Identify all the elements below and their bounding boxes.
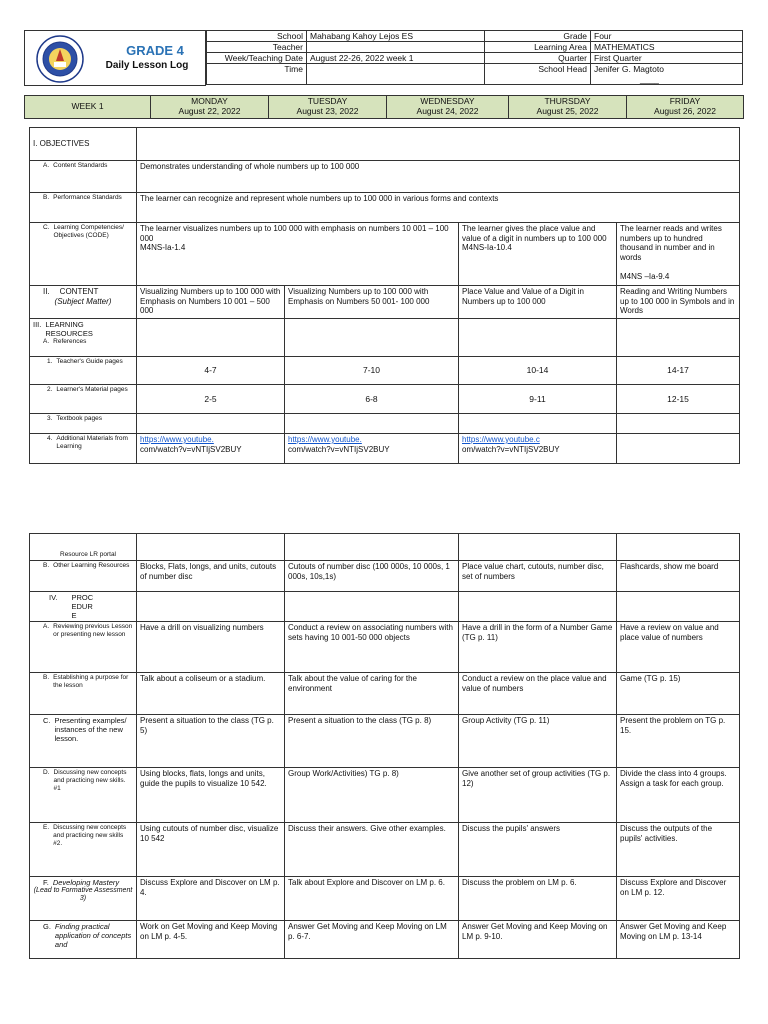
item-number: 4. bbox=[47, 435, 53, 442]
day-tuesday bbox=[269, 96, 387, 119]
lr-tue bbox=[285, 534, 459, 561]
competency-wed: The learner gives the place value and value of a digit in numbers up to 100 000 M4NS-Ia-10.4 bbox=[459, 223, 617, 286]
proc-e-thu: Discuss the outputs of the pupils' activities. bbox=[617, 823, 740, 877]
item-number: B. bbox=[43, 194, 50, 201]
lm-thu: 12-15 bbox=[617, 385, 740, 414]
week-label: WEEK 1 bbox=[25, 96, 151, 119]
competency-thu: The learner reads and writes numbers up to hundred thousand in number and in words M4NS –Ia-9.4 bbox=[617, 223, 740, 286]
resources-label bbox=[30, 319, 137, 357]
content-thu: Reading and Writing Numbers up to 100 000 in Symbols and in Words bbox=[617, 286, 740, 319]
lm-pages-label bbox=[30, 385, 137, 414]
teaching-date-label: Week/Teaching Date bbox=[207, 53, 307, 64]
item-label: Establishing a purpose for the lesson bbox=[53, 674, 129, 689]
item-number: D. bbox=[43, 769, 50, 776]
proc-c-thu: Present the problem on TG p. 15. bbox=[617, 715, 740, 768]
item-label: Textbook pages bbox=[56, 415, 102, 422]
performance-standards-label bbox=[30, 193, 137, 223]
am-wed bbox=[459, 434, 617, 464]
content-standards-text: Demonstrates understanding of whole numbers up to 100 000 bbox=[137, 161, 740, 193]
lesson-table-page1 bbox=[29, 127, 740, 464]
proc-f-wed: Discuss the problem on LM p. 6. bbox=[459, 877, 617, 921]
school-head-label: School Head bbox=[485, 64, 591, 85]
proc-a-thu: Have a review on value and place value of numbers bbox=[617, 622, 740, 673]
proc-d-wed: Give another set of group activities (TG p. 12) bbox=[459, 768, 617, 823]
item-number: E. bbox=[43, 824, 50, 831]
signature-line: ____ bbox=[640, 74, 659, 84]
school-head-value: Jenifer G. Magtoto bbox=[594, 64, 664, 74]
proc-a-label bbox=[30, 622, 137, 673]
item-label: Content Standards bbox=[53, 162, 108, 169]
item-label: Learner's Material pages bbox=[56, 386, 128, 393]
grade-label: Grade bbox=[485, 31, 591, 42]
lm-tue: 6-8 bbox=[285, 385, 459, 414]
resources-tue bbox=[285, 319, 459, 357]
proc-d-thu: Divide the class into 4 groups. Assign a task for each group. bbox=[617, 768, 740, 823]
proc-g-thu: Answer Get Moving and Keep Moving on LM p. 13-14 bbox=[617, 921, 740, 959]
other-resources-label bbox=[30, 561, 137, 592]
other-mon: Blocks, Flats, longs, and units, cutouts of number disc bbox=[137, 561, 285, 592]
proc-e-tue: Discuss their answers. Give other examples. bbox=[285, 823, 459, 877]
day-friday bbox=[627, 96, 744, 119]
content-standards-label bbox=[30, 161, 137, 193]
item-label: Presenting examples/ instances of the new lesson. bbox=[54, 716, 127, 743]
day-thursday bbox=[509, 96, 627, 119]
tg-pages-label bbox=[30, 357, 137, 385]
lm-wed: 9-11 bbox=[459, 385, 617, 414]
competency-mon-tue: The learner visualizes numbers up to 100 000 with emphasis on numbers 10 001 – 100 000 M4NS-Ia-1.4 bbox=[137, 223, 459, 286]
proc-b-wed: Conduct a review on the place value and value of numbers bbox=[459, 673, 617, 715]
proc-b-thu: Game (TG p. 15) bbox=[617, 673, 740, 715]
proc-d-mon: Using blocks, flats, longs and units, guide the pupils to visualize 10 542. bbox=[137, 768, 285, 823]
objectives-cell bbox=[137, 128, 740, 161]
day-date: August 24, 2022 bbox=[416, 105, 479, 116]
item-label: Learning Competencies/ Objectives (CODE) bbox=[53, 224, 124, 239]
item-label: Other Learning Resources bbox=[53, 562, 130, 569]
am-mon bbox=[137, 434, 285, 464]
day-name: THURSDAY bbox=[544, 96, 591, 106]
lr-portal-label: Resource LR portal bbox=[30, 534, 137, 561]
item-number: III. bbox=[33, 320, 42, 329]
day-wednesday bbox=[387, 96, 509, 119]
proc-a-wed: Have a drill in the form of a Number Game (TG p. 11) bbox=[459, 622, 617, 673]
item-label: LEARNING RESOURCES bbox=[45, 320, 93, 338]
proc-g-label bbox=[30, 921, 137, 959]
item-label: Performance Standards bbox=[53, 194, 122, 201]
proc-a-tue: Conduct a review on associating numbers with sets having 10 001-50 000 objects bbox=[285, 622, 459, 673]
day-name: MONDAY bbox=[191, 96, 228, 106]
lm-mon: 2-5 bbox=[137, 385, 285, 414]
proc-mon bbox=[137, 592, 285, 622]
content-mon: Visualizing Numbers up to 100 000 with Emphasis on Numbers 10 001 – 500 000 bbox=[137, 286, 285, 319]
day-date: August 26, 2022 bbox=[654, 105, 716, 116]
proc-c-mon: Present a situation to the class (TG p. 5) bbox=[137, 715, 285, 768]
time-label: Time bbox=[207, 64, 307, 85]
objectives-heading: I. OBJECTIVES bbox=[30, 128, 137, 161]
other-tue: Cutouts of number disc (100 000s, 10 000s, 1 000s, 10s,1s) bbox=[285, 561, 459, 592]
day-date: August 22, 2022 bbox=[178, 105, 241, 116]
day-name: TUESDAY bbox=[307, 96, 348, 106]
day-monday bbox=[151, 96, 269, 119]
item-number: II. bbox=[43, 287, 50, 296]
day-date: August 25, 2022 bbox=[536, 105, 599, 116]
item-label: Reviewing previous Lesson or presenting new lesson bbox=[53, 623, 133, 638]
teaching-date-value: August 22-26, 2022 week 1 bbox=[307, 53, 485, 64]
header-info-table bbox=[206, 30, 743, 85]
item-label: CONTENT bbox=[59, 287, 99, 296]
week-header-table bbox=[24, 95, 744, 119]
performance-standards-text: The learner can recognize and represent whole numbers up to 100 000 in various forms and contexts bbox=[137, 193, 740, 223]
tb-mon bbox=[137, 414, 285, 434]
youtube-link[interactable]: https://www.youtube.c bbox=[462, 435, 540, 444]
page-subtitle: Daily Lesson Log bbox=[105, 60, 189, 71]
link-rest: om/watch?v=vNTIjSV2BUY bbox=[462, 444, 560, 454]
time-value bbox=[307, 64, 485, 85]
proc-a-mon: Have a drill on visualizing numbers bbox=[137, 622, 285, 673]
day-name: FRIDAY bbox=[669, 96, 701, 106]
proc-thu bbox=[617, 592, 740, 622]
item-number: IV. bbox=[49, 593, 58, 602]
school-label: School bbox=[207, 31, 307, 42]
item-number: F. bbox=[43, 878, 49, 887]
proc-f-tue: Talk about Explore and Discover on LM p. 6. bbox=[285, 877, 459, 921]
youtube-link[interactable]: https://www.youtube. bbox=[288, 435, 362, 444]
link-rest: com/watch?v=vNTIjSV2BUY bbox=[140, 444, 242, 454]
proc-d-label bbox=[30, 768, 137, 823]
proc-d-tue: Group Work/Activities) TG p. 8) bbox=[285, 768, 459, 823]
other-wed: Place value chart, cutouts, number disc, set of numbers bbox=[459, 561, 617, 592]
proc-e-mon: Using cutouts of number disc, visualize 10 542 bbox=[137, 823, 285, 877]
proc-e-wed: Discuss the pupils' answers bbox=[459, 823, 617, 877]
day-name: WEDNESDAY bbox=[420, 96, 475, 106]
tg-mon: 4-7 bbox=[137, 357, 285, 385]
teacher-label: Teacher bbox=[207, 42, 307, 53]
item-sublabel: (Lead to Formative Assessment 3) bbox=[33, 887, 133, 903]
item-number: 3. bbox=[47, 415, 53, 422]
resources-thu bbox=[617, 319, 740, 357]
grade-value: Four bbox=[591, 31, 743, 42]
procedure-label bbox=[30, 592, 137, 622]
tg-thu: 14-17 bbox=[617, 357, 740, 385]
content-wed: Place Value and Value of a Digit in Numbers up to 100 000 bbox=[459, 286, 617, 319]
am-tue bbox=[285, 434, 459, 464]
item-label: Finding practical application of concepts and bbox=[54, 922, 132, 949]
item-label: Discussing new concepts and practicing new skills. #1 bbox=[53, 769, 127, 792]
item-label: PROCEDURE bbox=[71, 593, 94, 620]
am-thu bbox=[617, 434, 740, 464]
tg-tue: 7-10 bbox=[285, 357, 459, 385]
proc-g-mon: Work on Get Moving and Keep Moving on LM p. 4-5. bbox=[137, 921, 285, 959]
item-number: B. bbox=[43, 562, 50, 569]
lr-wed bbox=[459, 534, 617, 561]
other-thu: Flashcards, show me board bbox=[617, 561, 740, 592]
resources-wed bbox=[459, 319, 617, 357]
tg-wed: 10-14 bbox=[459, 357, 617, 385]
proc-c-label bbox=[30, 715, 137, 768]
item-label: Discussing new concepts and practicing new skills #2. bbox=[53, 824, 127, 847]
deped-seal-icon bbox=[36, 35, 84, 83]
tb-wed bbox=[459, 414, 617, 434]
proc-g-wed: Answer Get Moving and Keep Moving on LM p. 9-10. bbox=[459, 921, 617, 959]
resources-mon bbox=[137, 319, 285, 357]
content-tue: Visualizing Numbers up to 100 000 with Emphasis on Numbers 50 001- 100 000 bbox=[285, 286, 459, 319]
item-number: B. bbox=[43, 674, 50, 681]
proc-wed bbox=[459, 592, 617, 622]
item-number: A. bbox=[43, 162, 50, 169]
textbook-pages-label bbox=[30, 414, 137, 434]
item-number: 2. bbox=[47, 386, 53, 393]
learning-area-value: MATHEMATICS bbox=[591, 42, 743, 53]
item-label: Developing Mastery bbox=[52, 878, 120, 887]
lr-mon bbox=[137, 534, 285, 561]
item-label: Teacher's Guide pages bbox=[56, 358, 123, 365]
tb-thu bbox=[617, 414, 740, 434]
youtube-link[interactable]: https://www.youtube. bbox=[140, 435, 214, 444]
item-label: References bbox=[53, 338, 87, 345]
content-sublabel: (Subject Matter) bbox=[54, 296, 112, 306]
day-date: August 23, 2022 bbox=[296, 105, 359, 116]
additional-materials-label bbox=[30, 434, 137, 464]
link-rest: com/watch?v=vNTIjSV2BUY bbox=[288, 444, 390, 454]
school-head-cell bbox=[591, 64, 743, 85]
competencies-label bbox=[30, 223, 137, 286]
proc-e-label bbox=[30, 823, 137, 877]
item-number: C. bbox=[43, 716, 51, 725]
item-label: Additional Materials from Learning bbox=[56, 435, 128, 450]
item-number: 1. bbox=[47, 358, 53, 365]
lesson-table-page2 bbox=[29, 533, 740, 959]
learning-area-label: Learning Area bbox=[485, 42, 591, 53]
quarter-label: Quarter bbox=[485, 53, 591, 64]
teacher-value bbox=[307, 42, 485, 53]
proc-tue bbox=[285, 592, 459, 622]
proc-f-thu: Discuss Explore and Discover on LM p. 12. bbox=[617, 877, 740, 921]
item-number: A. bbox=[43, 623, 50, 630]
tb-tue bbox=[285, 414, 459, 434]
item-number: G. bbox=[43, 922, 51, 931]
proc-f-mon: Discuss Explore and Discover on LM p. 4. bbox=[137, 877, 285, 921]
grade-title: GRADE 4 bbox=[126, 43, 184, 58]
proc-c-tue: Present a situation to the class (TG p. 8) bbox=[285, 715, 459, 768]
proc-g-tue: Answer Get Moving and Keep Moving on LM p. 6-7. bbox=[285, 921, 459, 959]
proc-c-wed: Group Activity (TG p. 11) bbox=[459, 715, 617, 768]
proc-b-tue: Talk about the value of caring for the environment bbox=[285, 673, 459, 715]
proc-b-mon: Talk about a coliseum or a stadium. bbox=[137, 673, 285, 715]
quarter-value: First Quarter bbox=[591, 53, 743, 64]
school-value: Mahabang Kahoy Lejos ES bbox=[307, 31, 485, 42]
proc-b-label bbox=[30, 673, 137, 715]
item-number: C. bbox=[43, 224, 50, 231]
proc-f-label bbox=[30, 877, 137, 921]
item-number: A. bbox=[43, 338, 50, 345]
content-label bbox=[30, 286, 137, 319]
lr-thu bbox=[617, 534, 740, 561]
